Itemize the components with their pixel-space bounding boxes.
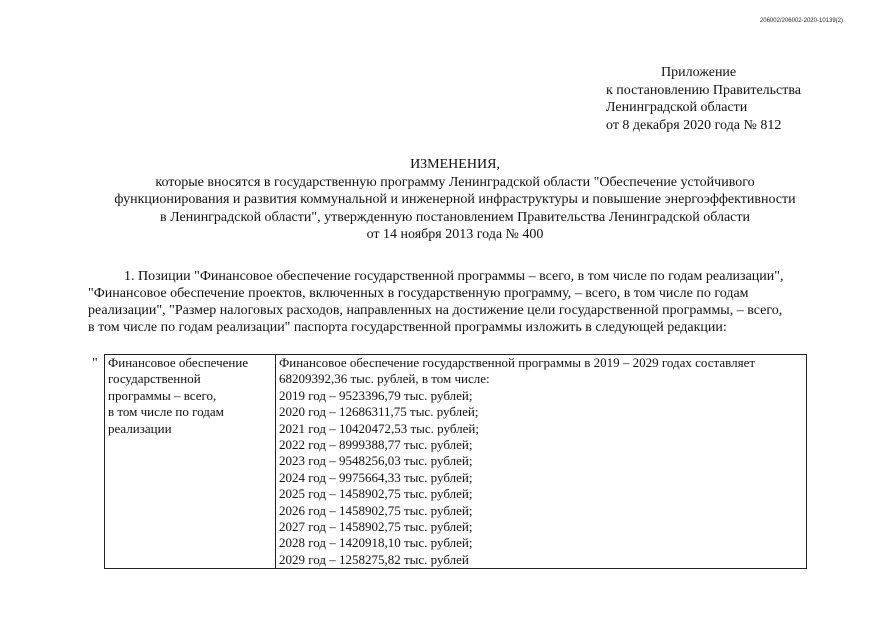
appendix-block	[606, 64, 801, 134]
appendix-line: от 8 декабря 2020 года № 812	[606, 117, 782, 133]
cell-line: в том числе по годам	[108, 404, 224, 420]
appendix-line: Приложение	[661, 65, 737, 80]
paragraph-line: 1. Позиции "Финансовое обеспечение государственной программы – всего, в том числе по годам реализации",	[124, 269, 784, 284]
paragraph-line: в том числе по годам реализации" паспорта государственной программы изложить в следующей редакции:	[88, 320, 727, 335]
cell-line: Финансовое обеспечение	[108, 355, 249, 370]
paragraph-line: реализации", "Размер налоговых расходов, направленных на достижение цели государственной программы, – всего,	[88, 303, 783, 318]
table-row	[105, 355, 807, 569]
year-line: 2025 год – 1458902,75 тыс. рублей;	[279, 486, 473, 502]
year-line: 2023 год – 9548256,03 тыс. рублей;	[279, 453, 473, 469]
paragraph-line: "Финансовое обеспечение проектов, включенных в государственную программу, – всего, в том числе по годам	[88, 286, 749, 301]
cell-line: государственной	[108, 371, 201, 387]
document-id: 206002/206002-2020-10139(2)	[759, 18, 843, 24]
year-line: 2022 год – 8999388,77 тыс. рублей;	[279, 437, 473, 453]
cell-line: 68209392,36 тыс. рублей, в том числе:	[279, 371, 490, 387]
year-line: 2021 год – 10420472,53 тыс. рублей;	[279, 420, 479, 436]
position-name-cell	[105, 355, 276, 569]
year-line: 2020 год – 12686311,75 тыс. рублей;	[279, 404, 479, 420]
title-line: функционирования и развития коммунальной и инженерной инфраструктуры и повышение энергоэффективности	[114, 192, 796, 207]
title-heading: ИЗМЕНЕНИЯ,	[410, 157, 500, 172]
body-paragraph	[88, 268, 818, 336]
year-line: 2027 год – 1458902,75 тыс. рублей;	[279, 519, 473, 535]
year-line: 2024 год – 9975664,33 тыс. рублей;	[279, 469, 473, 485]
document-title	[100, 156, 810, 244]
title-line: от 14 ноября 2013 года № 400	[366, 227, 544, 242]
cell-line: программы – всего,	[108, 387, 217, 403]
year-line: 2026 год – 1458902,75 тыс. рублей;	[279, 502, 473, 518]
appendix-line: Ленинградской области	[606, 100, 748, 115]
title-line: в Ленинградской области", утвержденную постановлением Правительства Ленинградской области	[159, 209, 750, 225]
financing-values-cell	[276, 355, 807, 569]
year-line: 2029 год – 1258275,82 тыс. рублей	[279, 551, 469, 567]
cell-line: реализации	[108, 420, 172, 436]
year-line: 2019 год – 9523396,79 тыс. рублей;	[279, 387, 473, 403]
appendix-line: к постановлению Правительства	[606, 82, 802, 98]
cell-line: Финансовое обеспечение государственной программы в 2019 – 2029 годах составляет	[279, 355, 756, 370]
title-line: которые вносятся в государственную программу Ленинградской области "Обеспечение устойчивого	[155, 174, 755, 190]
financing-table	[104, 354, 807, 569]
open-quote-mark: "	[92, 356, 98, 371]
year-line: 2028 год – 1420918,10 тыс. рублей;	[279, 535, 473, 551]
